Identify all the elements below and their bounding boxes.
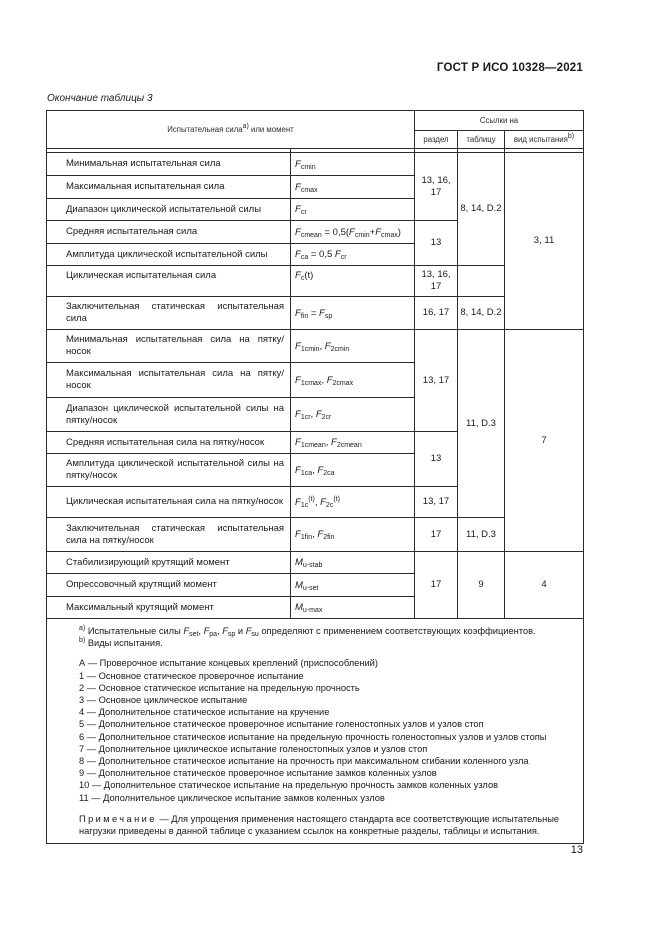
footnote-b: $^{b)}$ Виды испытания. — [79, 637, 163, 649]
ref-table: 9 — [458, 552, 505, 619]
row-symbol: $F_{1ca}$, $F_{2ca}$ — [291, 454, 415, 487]
legend-item: 10 — Дополнительное статическое испытание на предельную прочность замков коленных узлов — [79, 780, 499, 791]
ref-table: 8, 14, D.2 — [458, 297, 505, 330]
legend-item: 2 — Основное статическое испытание на предельную прочность — [79, 682, 360, 693]
ref-test-type: 3, 11 — [505, 153, 584, 330]
row-name: Минимальная испытательная сила на пятку/носок — [47, 330, 291, 363]
ref-section: 13 — [415, 432, 458, 487]
row-symbol: $F_{1cmin}$, $F_{2cmin}$ — [291, 330, 415, 363]
row-name: Средняя испытательная сила — [47, 221, 291, 244]
header-section: раздел — [415, 131, 458, 149]
ref-table: 8, 14, D.2 — [458, 153, 505, 266]
ref-section: 17 — [415, 518, 458, 552]
legend-item: 6 — Дополнительное статическое испытание на предельную прочность голеностопных узлов и узлов стопы — [79, 731, 547, 742]
row-name: Заключительная статическая испытательная сила — [47, 297, 291, 330]
row-name: Максимальная испытательная сила на пятку/носок — [47, 363, 291, 398]
legend-item: 5 — Дополнительное статическое проверочное испытание голеностопных узлов и узлов стоп — [79, 719, 484, 730]
table-footer-notes — [47, 619, 584, 844]
table-caption: Окончание таблицы 3 — [47, 93, 153, 104]
row-name: Амплитуда циклической испытательной силы на пятку/носок — [47, 454, 291, 487]
row-symbol: $F_{1fin}$, $F_{2fin}$ — [291, 518, 415, 552]
row-name: Максимальный крутящий момент — [47, 597, 291, 619]
ref-section: 17 — [415, 552, 458, 619]
ref-section: 16, 17 — [415, 297, 458, 330]
ref-section: 13, 17 — [415, 330, 458, 432]
row-symbol: $F_{1cmax}$, $F_{2cmax}$ — [291, 363, 415, 398]
row-name: Амплитуда циклической испытательной силы — [47, 244, 291, 266]
note-label: Примечание — [79, 813, 157, 824]
header-table: таблицу — [458, 131, 505, 149]
ref-section: 13, 17 — [415, 487, 458, 518]
row-symbol: $F_{ca} = 0,5$ $F_{cr}$ — [291, 244, 415, 266]
row-name: Циклическая испытательная сила — [47, 266, 291, 297]
row-name: Опрессовочный крутящий момент — [47, 574, 291, 597]
legend-item: 4 — Дополнительное статическое испытание на кручение — [79, 707, 330, 718]
row-symbol: $F_{1cmean}$, $F_{2cmean}$ — [291, 432, 415, 454]
ref-section: 13, 16, 17 — [415, 266, 458, 297]
row-name: Циклическая испытательная сила на пятку/носок — [47, 487, 291, 518]
legend-item: 8 — Дополнительное статическое испытание на прочность при максимальном сгибании коленного узла — [79, 756, 529, 767]
row-name: Стабилизирующий крутящий момент — [47, 552, 291, 574]
row-symbol: $M_{u-set}$ — [291, 574, 415, 597]
row-symbol: $F_{cr}$ — [291, 199, 415, 221]
row-name: Диапазон циклической испытательной силы на пятку/носок — [47, 398, 291, 432]
legend-item: 11 — Дополнительное циклическое испытание замков коленных узлов — [79, 792, 385, 803]
header-references: Ссылки на — [415, 111, 584, 131]
row-symbol: $F_{fin} = F_{sp}$ — [291, 297, 415, 330]
row-symbol: $F_{cmax}$ — [291, 176, 415, 199]
row-symbol: $M_{u-stab}$ — [291, 552, 415, 574]
legend-item: А — Проверочное испытание концевых креплений (приспособлений) — [79, 658, 378, 669]
row-symbol: $F_{1cr}$, $F_{2cr}$ — [291, 398, 415, 432]
legend-item: 1 — Основное статическое проверочное испытание — [79, 670, 304, 681]
ref-table-empty — [458, 266, 505, 297]
row-symbol: $F_{cmean} = 0,5(F_{cmin}+F_{cmax})$ — [291, 221, 415, 244]
legend-item: 9 — Дополнительное статическое проверочное испытание замков коленных узлов — [79, 768, 437, 779]
row-name: Диапазон циклической испытательной силы — [47, 199, 291, 221]
ref-section: 13, 16, 17 — [415, 153, 458, 221]
row-symbol: $F_{cmin}$ — [291, 153, 415, 176]
ref-table: 11, D.3 — [458, 330, 505, 518]
note-text: — Для упрощения применения настоящего стандарта все соответствующие испытательные нагрузки приведены в данной таблице с указанием ссылок на конкретные разделы, таблицы и испытания. — [79, 813, 560, 837]
header-test-type: вид испытания$^{b)}$ — [505, 131, 584, 149]
test-forces-table — [46, 110, 584, 844]
test-type-legend — [53, 657, 578, 803]
row-name: Средняя испытательная сила на пятку/носок — [47, 432, 291, 454]
note — [53, 813, 578, 837]
row-name: Максимальная испытательная сила — [47, 176, 291, 199]
legend-item: 7 — Дополнительное циклическое испытание голеностопных узлов и узлов стоп — [79, 743, 428, 754]
legend-item: 3 — Основное циклическое испытание — [79, 695, 248, 706]
ref-section: 13 — [415, 221, 458, 266]
header-force-or-moment: Испытательная сила$^{а)}$ или момент — [47, 111, 415, 149]
ref-test-type: 7 — [505, 330, 584, 552]
ref-test-type: 4 — [505, 552, 584, 619]
page-number: 13 — [570, 844, 583, 856]
footnote-a: $^{a)}$ Испытательные силы $F_{set}$, $F_{pa}$, $F_{sp}$ и $F_{su}$ определяют с применением соответствующих коэффициентов. — [79, 625, 536, 638]
row-name: Минимальная испытательная сила — [47, 153, 291, 176]
row-name: Заключительная статическая испытательная сила на пятку/носок — [47, 518, 291, 552]
row-symbol: $M_{u-max}$ — [291, 597, 415, 619]
ref-table: 11, D.3 — [458, 518, 505, 552]
row-symbol: $F_{1c}^{(t)}$, $F_{2c}^{(t)}$ — [291, 487, 415, 518]
standard-designation: ГОСТ Р ИСО 10328—2021 — [436, 62, 583, 74]
row-symbol: $F_c(t)$ — [291, 266, 415, 297]
